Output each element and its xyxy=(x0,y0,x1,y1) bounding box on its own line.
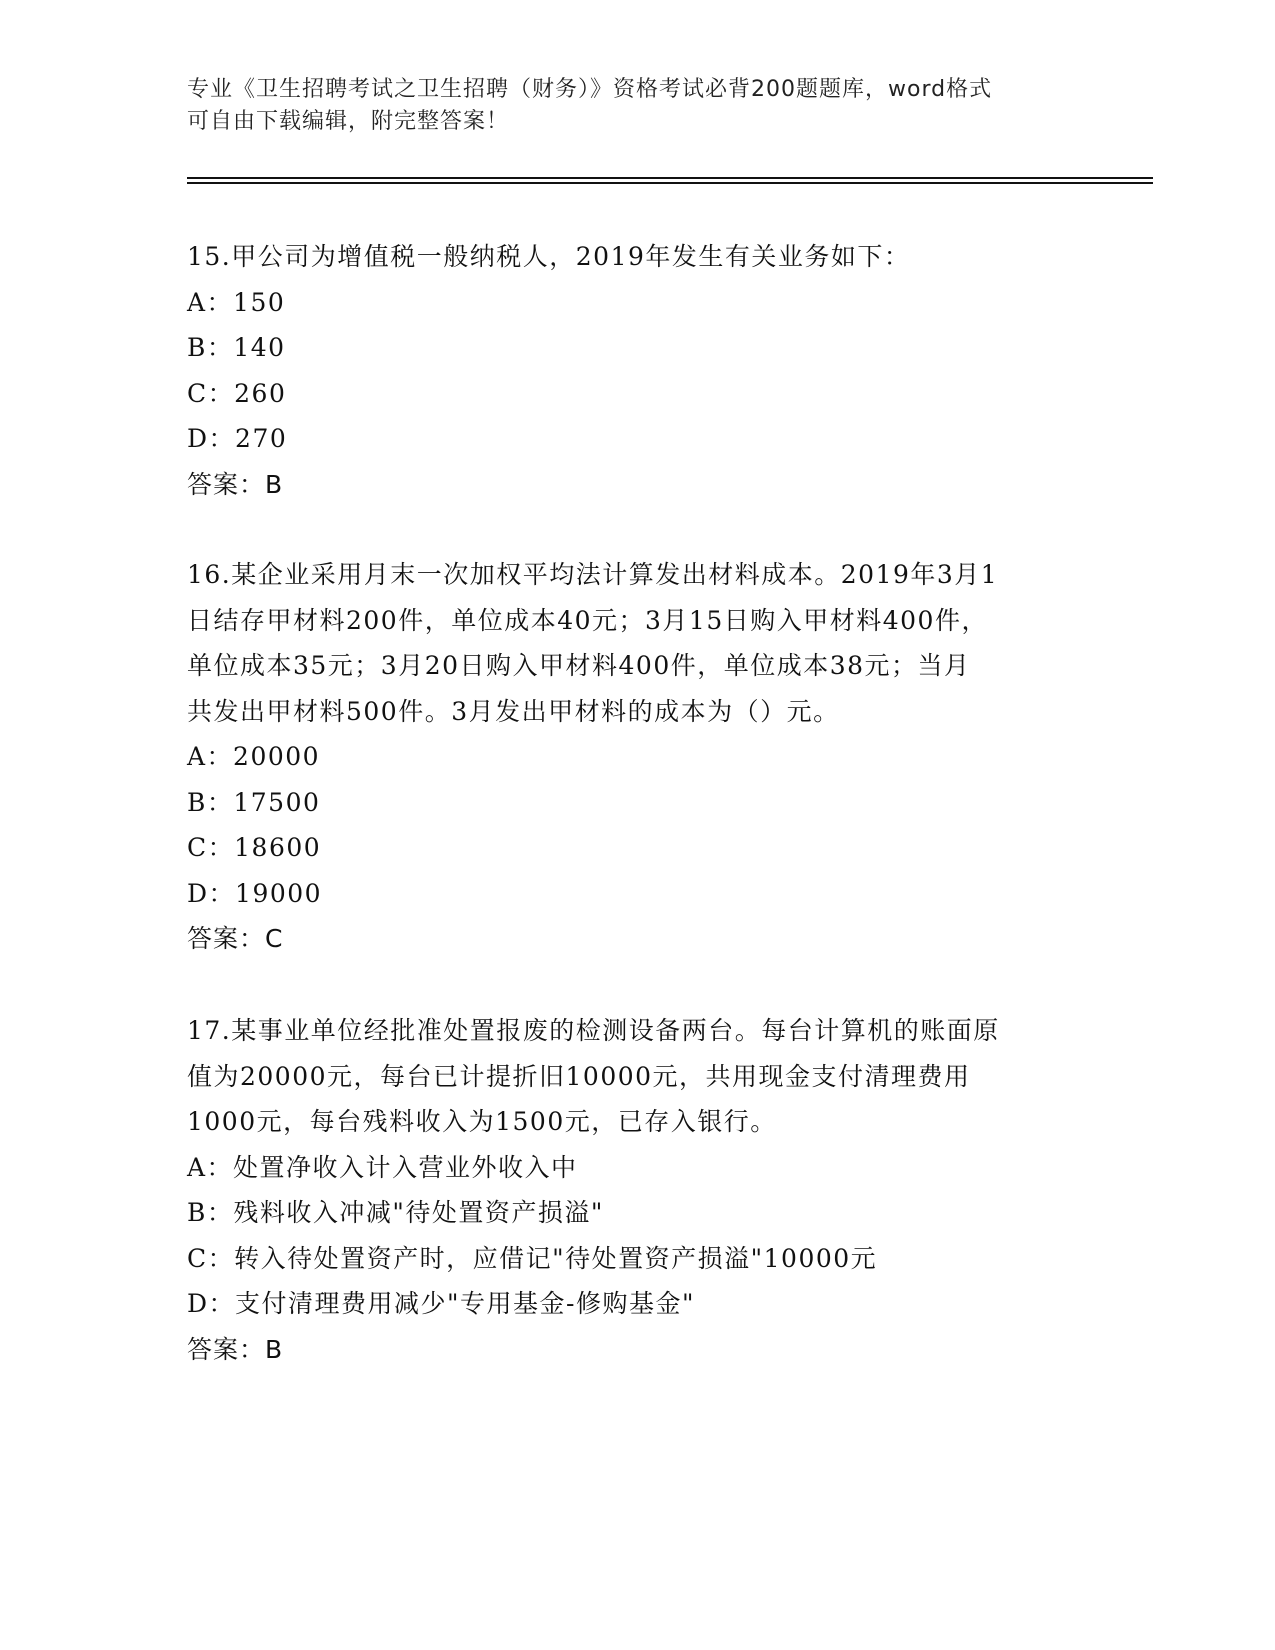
question-text-line: 15.甲公司为增值税一般纳税人，2019年发生有关业务如下： xyxy=(187,242,911,271)
question-15 xyxy=(187,234,1087,507)
question-text-line: 日结存甲材料200件，单位成本40元；3月15日购入甲材料400件， xyxy=(187,605,988,635)
option-d: D：支付清理费用减少"专用基金-修购基金" xyxy=(187,1289,695,1318)
option-c: C：260 xyxy=(187,378,287,408)
question-16 xyxy=(187,552,1087,962)
option-b: B：17500 xyxy=(187,787,321,817)
question-text-line: 17.某事业单位经批准处置报废的检测设备两台。每台计算机的账面原 xyxy=(187,1016,1000,1045)
question-text-line: 16.某企业采用月末一次加权平均法计算发出材料成本。2019年3月1 xyxy=(187,560,999,589)
question-text-line: 单位成本35元；3月20日购入甲材料400件，单位成本38元；当月 xyxy=(187,651,971,680)
option-a: A：20000 xyxy=(187,742,321,771)
option-b: B：残料收入冲减"待处置资产损溢" xyxy=(187,1198,604,1227)
option-d: D：270 xyxy=(187,424,288,453)
answer-line: 答案：C xyxy=(187,924,284,953)
header-line-1: 专业《卫生招聘考试之卫生招聘（财务）》资格考试必背200题题库，word格式 xyxy=(187,77,993,102)
question-text-line: 1000元，每台残料收入为1500元，已存入银行。 xyxy=(187,1107,777,1136)
header-divider-bottom xyxy=(187,182,1153,184)
answer-line: 答案：B xyxy=(187,469,284,499)
document-header xyxy=(187,74,1067,138)
option-c: C：转入待处置资产时，应借记"待处置资产损溢"10000元 xyxy=(187,1243,878,1273)
option-c: C：18600 xyxy=(187,833,322,862)
header-line-2: 可自由下载编辑，附完整答案！ xyxy=(187,109,510,134)
option-a: A：处置净收入计入营业外收入中 xyxy=(187,1152,578,1182)
answer-line: 答案：B xyxy=(187,1334,284,1364)
option-b: B：140 xyxy=(187,333,286,362)
question-17 xyxy=(187,1008,1087,1372)
option-a: A：150 xyxy=(187,287,286,317)
header-divider-top xyxy=(187,177,1153,179)
question-text-line: 值为20000元，每台已计提折旧10000元，共用现金支付清理费用 xyxy=(187,1061,971,1091)
option-d: D：19000 xyxy=(187,878,323,908)
question-text-line: 共发出甲材料500件。3月发出甲材料的成本为（）元。 xyxy=(187,696,840,726)
